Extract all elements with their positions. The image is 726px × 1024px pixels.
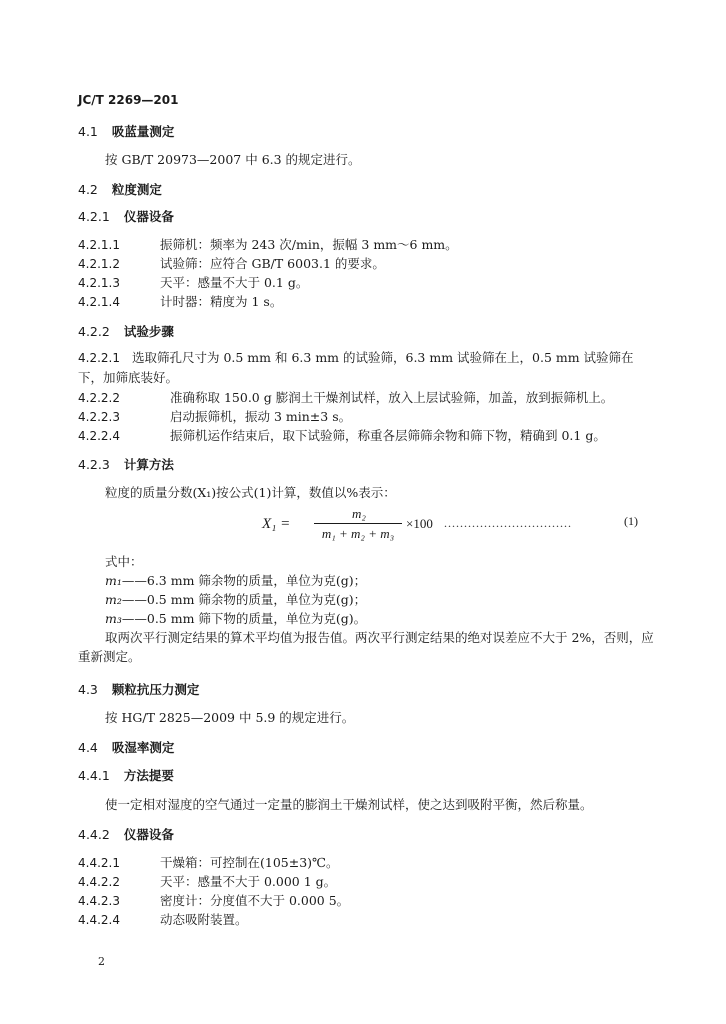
section-4-2-3-heading: [78, 455, 174, 473]
report-note: 取两次平行测定结果的算术平均值为报告值。两次平行测定结果的绝对误差应不大于 2%，否则，应重新测定。: [78, 630, 654, 664]
section-title: 吸湿率测定: [111, 740, 175, 755]
section-4-2-heading: [78, 180, 162, 198]
section-title: 颗粒抗压力测定: [111, 682, 200, 697]
item-text: 干燥箱：可控制在(105±3)℃。: [160, 855, 339, 870]
item-number: 4.2.2.2: [78, 391, 120, 405]
item-text: 天平：感量不大于 0.1 g。: [160, 275, 309, 290]
list-item: [78, 292, 282, 310]
section-title: 试验步骤: [123, 324, 174, 339]
item-text: 动态吸附装置。: [160, 912, 248, 927]
variable-description: ——6.3 mm 筛余物的质量，单位为克(g)；: [121, 573, 367, 588]
list-item: [78, 348, 656, 387]
list-item: [78, 388, 613, 406]
page-number: 2: [98, 955, 105, 968]
list-item: [78, 426, 606, 444]
section-number: 4.1: [78, 124, 98, 139]
item-text: 振筛机运作结束后，取下试验筛，称重各层筛筛余物和筛下物，精确到 0.1 g。: [170, 428, 606, 443]
list-item: [78, 910, 248, 928]
item-text: 天平：感量不大于 0.000 1 g。: [160, 874, 337, 889]
section-4-2-1-heading: [78, 207, 174, 225]
item-number: 4.2.1.4: [78, 295, 120, 309]
variable-definition: [105, 590, 366, 608]
list-item: [78, 273, 308, 291]
variable-symbol: m₁: [105, 573, 122, 588]
section-number: 4.2: [78, 182, 98, 197]
section-4-4-2-heading: [78, 825, 174, 843]
formula-intro: 粒度的质量分数(X₁)按公式(1)计算，数值以%表示：: [105, 485, 396, 500]
list-item: [78, 872, 336, 890]
item-text: 启动振筛机，振动 3 min±3 s。: [170, 409, 352, 424]
item-text: 准确称取 150.0 g 膨润土干燥剂试样，放入上层试验筛，加盖，放到振筛机上。: [170, 390, 614, 405]
section-4-2-2-heading: [78, 322, 174, 340]
section-number: 4.4.1: [78, 768, 110, 783]
item-text: 试验筛：应符合 GB/T 6003.1 的要求。: [160, 256, 385, 271]
section-4-1-heading: [78, 122, 174, 140]
list-item: [78, 891, 349, 909]
leader-dots: ................................: [444, 516, 572, 530]
section-title: 粒度测定: [111, 182, 162, 197]
fraction-bar: [314, 523, 402, 524]
section-title: 方法提要: [123, 768, 174, 783]
section-4-3-heading: [78, 680, 199, 698]
variable-description: ——0.5 mm 筛下物的质量，单位为克(g)。: [121, 611, 367, 626]
list-item: [78, 235, 458, 253]
item-number: 4.4.2.2: [78, 875, 120, 889]
section-number: 4.2.3: [78, 457, 110, 472]
item-number: 4.2.1.2: [78, 257, 120, 271]
formula-numerator: m₂: [352, 506, 366, 521]
variable-description: ——0.5 mm 筛余物的质量，单位为克(g)；: [121, 592, 367, 607]
section-4-4-1-text: 使一定相对湿度的空气通过一定量的膨润土干燥剂试样，使之达到吸附平衡，然后称量。: [105, 797, 593, 812]
variable-definition: [105, 571, 366, 589]
section-title: 计算方法: [123, 457, 174, 472]
item-text: 振筛机：频率为 243 次/min，振幅 3 mm～6 mm。: [160, 237, 458, 252]
list-item: [78, 254, 385, 272]
item-number: 4.2.1.3: [78, 276, 120, 290]
where-label: 式中：: [105, 554, 143, 569]
formula-lhs: X₁ =: [262, 516, 291, 532]
item-number: 4.2.1.1: [78, 238, 120, 252]
formula-1: [262, 506, 662, 546]
item-text: 计时器：精度为 1 s。: [160, 294, 283, 309]
variable-symbol: m₃: [105, 611, 122, 626]
section-number: 4.2.1: [78, 209, 110, 224]
section-4-3-text: 按 HG/T 2825—2009 中 5.9 的规定进行。: [105, 710, 355, 725]
section-title: 吸蓝量测定: [111, 124, 175, 139]
formula-multiplier: ×100: [406, 516, 433, 531]
section-number: 4.4: [78, 740, 98, 755]
item-number: 4.4.2.4: [78, 913, 120, 927]
item-number: 4.4.2.3: [78, 894, 120, 908]
item-number: 4.2.2.3: [78, 410, 120, 424]
section-number: 4.2.2: [78, 324, 110, 339]
list-item: [78, 407, 351, 425]
section-4-1-text: 按 GB/T 20973—2007 中 6.3 的规定进行。: [105, 152, 361, 167]
section-4-4-heading: [78, 738, 174, 756]
standard-header: JC/T 2269—201: [78, 93, 179, 107]
item-text: 选取筛孔尺寸为 0.5 mm 和 6.3 mm 的试验筛，6.3 mm 试验筛在上，0.5 mm 试验筛在下，加筛底装好。: [78, 350, 634, 385]
variable-definition: [105, 609, 366, 627]
list-item: [78, 853, 339, 871]
item-text: 密度计：分度值不大于 0.000 5。: [160, 893, 350, 908]
item-number: 4.2.2.1: [78, 351, 120, 365]
section-4-4-1-heading: [78, 766, 174, 784]
equation-number: (1): [624, 514, 638, 528]
section-number: 4.4.2: [78, 827, 110, 842]
variable-symbol: m₂: [105, 592, 122, 607]
section-number: 4.3: [78, 682, 98, 697]
formula-denominator: m₁ + m₂ + m₃: [321, 526, 395, 541]
item-number: 4.4.2.1: [78, 856, 120, 870]
section-title: 仪器设备: [123, 209, 174, 224]
section-title: 仪器设备: [123, 827, 174, 842]
item-number: 4.2.2.4: [78, 429, 120, 443]
